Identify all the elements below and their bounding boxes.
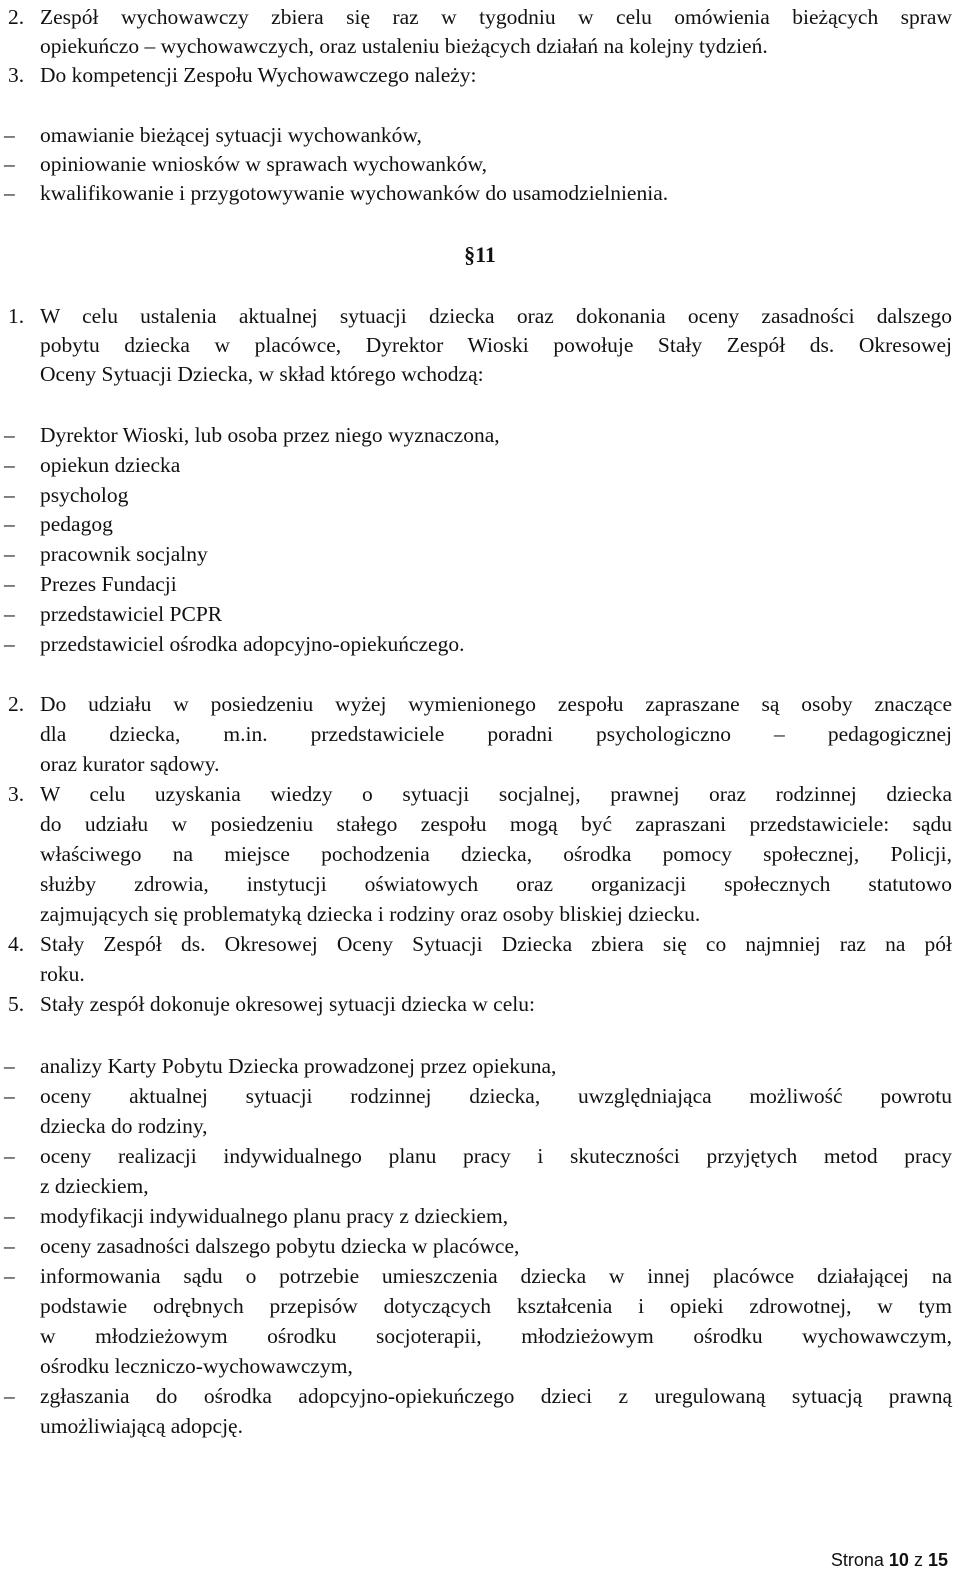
paragraph-line: Zespół wychowawczy zbiera się raz w tygodniu w celu omówienia bieżących spraw [40,5,952,29]
item-number: 1. [8,304,25,328]
list-dash: – [4,181,15,205]
paragraph-line: Stały zespół dokonuje okresowej sytuacji dziecka w celu: [40,992,535,1016]
list-dash: – [4,572,15,596]
list-dash: – [4,512,15,536]
footer-label: Strona [830,1550,884,1570]
page-footer [831,1546,948,1574]
item-number: 4. [8,932,25,956]
paragraph-line: Do udziału w posiedzeniu wyżej wymienionego zespołu zapraszane są osoby znaczące [40,692,952,716]
paragraph-line: pobytu dziecka w placówce, Dyrektor Wioski powołuje Stały Zespół ds. Okresowej [40,333,952,357]
item-number: 3. [8,782,25,806]
paragraph-line: roku. [40,962,85,986]
list-item: Dyrektor Wioski, lub osoba przez niego wyznaczona, [40,423,500,447]
list-item: oceny zasadności dalszego pobytu dziecka w placówce, [40,1234,520,1258]
list-dash: – [4,453,15,477]
list-item-continuation: w młodzieżowym ośrodku socjoterapii, młodzieżowym ośrodku wychowawczym, [40,1324,952,1348]
paragraph-line: oraz kurator sądowy. [40,752,220,776]
list-item-continuation: umożliwiającą adopcję. [40,1414,243,1438]
paragraph-line: właściwego na miejsce pochodzenia dziecka, ośrodka pomocy społecznej, Policji, [40,842,952,866]
paragraph-line: Oceny Sytuacji Dziecka, w skład którego wchodzą: [40,362,484,386]
paragraph-line: opiekuńczo – wychowawczych, oraz ustaleniu bieżących działań na kolejny tydzień. [40,34,768,58]
list-item: opiekun dziecka [40,453,181,477]
paragraph-line: W celu uzyskania wiedzy o sytuacji socjalnej, prawnej oraz rodzinnej dziecka [40,782,952,806]
list-item: informowania sądu o potrzebie umieszczenia dziecka w innej placówce działającej na [40,1264,952,1288]
list-dash: – [4,1204,15,1228]
list-item: pracownik socjalny [40,542,208,566]
list-dash: – [4,423,15,447]
paragraph-line: W celu ustalenia aktualnej sytuacji dziecka oraz dokonania oceny zasadności dalszego [40,304,952,328]
list-dash: – [4,483,15,507]
list-item: przedstawiciel ośrodka adopcyjno-opiekuńczego. [40,632,465,656]
item-number: 2. [8,692,25,716]
section-heading: §11 [464,242,496,267]
list-dash: – [4,1264,15,1288]
list-dash: – [4,123,15,147]
list-item: psycholog [40,483,129,507]
list-item: zgłaszania do ośrodka adopcyjno-opiekuńczego dzieci z uregulowaną sytuacją prawną [40,1384,952,1408]
list-dash: – [4,542,15,566]
footer-of: z [913,1550,923,1570]
list-item: oceny aktualnej sytuacji rodzinnej dziecka, uwzględniająca możliwość powrotu [40,1084,952,1108]
paragraph-line: służby zdrowia, instytucji oświatowych oraz organizacji społecznych statutowo [40,872,952,896]
list-dash: – [4,602,15,626]
list-item: przedstawiciel PCPR [40,602,223,626]
paragraph-line: Stały Zespół ds. Okresowej Oceny Sytuacji Dziecka zbiera się co najmniej raz na pół [40,932,952,956]
list-item: kwalifikowanie i przygotowywanie wychowanków do usamodzielnienia. [40,181,669,205]
list-item: Prezes Fundacji [40,572,177,596]
paragraph-line: Do kompetencji Zespołu Wychowawczego należy: [40,63,477,87]
item-number: 5. [8,992,25,1016]
paragraph-line: dla dziecka, m.in. przedstawiciele poradni psychologiczno – pedagogicznej [40,722,952,746]
paragraph-line: zajmujących się problematyką dziecka i rodziny oraz osoby bliskiej dziecku. [40,902,701,926]
list-dash: – [4,1384,15,1408]
item-number: 3. [8,63,25,87]
list-item: pedagog [40,512,113,536]
list-item: omawianie bieżącej sytuacji wychowanków, [40,123,422,147]
list-item: opiniowanie wniosków w sprawach wychowanków, [40,152,488,176]
list-dash: – [4,1234,15,1258]
list-item-continuation: dziecka do rodziny, [40,1114,208,1138]
footer-current-page: 10 [888,1550,909,1570]
list-item-continuation: ośrodku leczniczo-wychowawczym, [40,1354,353,1378]
list-item-continuation: podstawie odrębnych przepisów dotyczących kształcenia i opieki zdrowotnej, w tym [40,1294,952,1318]
list-item: modyfikacji indywidualnego planu pracy z dzieckiem, [40,1204,509,1228]
list-dash: – [4,152,15,176]
list-item: analizy Karty Pobytu Dziecka prowadzonej przez opiekuna, [40,1054,557,1078]
list-dash: – [4,1144,15,1168]
footer-total-pages: 15 [927,1550,948,1570]
list-dash: – [4,1054,15,1078]
list-dash: – [4,632,15,656]
list-item: oceny realizacji indywidualnego planu pracy i skuteczności przyjętych metod pracy [40,1144,952,1168]
list-item-continuation: z dzieckiem, [40,1174,149,1198]
list-dash: – [4,1084,15,1108]
paragraph-line: do udziału w posiedzeniu stałego zespołu mogą być zapraszani przedstawiciele: sądu [40,812,952,836]
item-number: 2. [8,5,25,29]
